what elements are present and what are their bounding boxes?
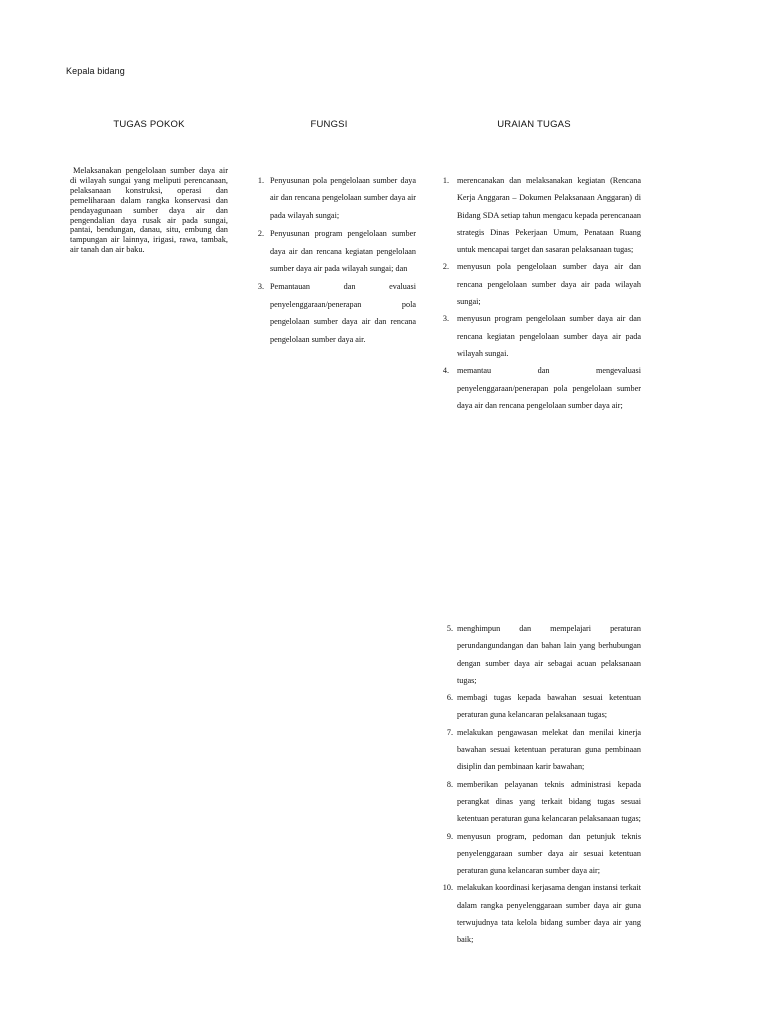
uraian-tugas-list-part-1	[437, 172, 641, 414]
item-text: Penyusunan pola pengelolaan sumber daya air dan rencana pengelolaan sumber daya air pada wilayah sungai;	[270, 176, 416, 220]
item-number: 6.	[446, 693, 453, 703]
list-item	[437, 724, 641, 776]
item-text: menghimpun dan mempelajari peraturan perundangundangan dan bahan lain yang berhubungan dengan sumber daya air sebagai acuan pelaksanaan tugas;	[457, 624, 641, 685]
list-item	[437, 258, 641, 310]
item-number: 5.	[446, 624, 453, 633]
item-text: menyusun program pengelolaan sumber daya air dan rencana kegiatan pengelolaan sumber daya air pada wilayah sungai.	[457, 314, 641, 358]
item-text: memberikan pelayanan teknis administrasi kepada perangkat dinas yang terkait bidang tugas sesuai ketentuan peraturan guna kelancaran pelaksanaan tugas;	[457, 779, 641, 824]
item-text: Pemantauan dan evaluasi penyelenggaraan/penerapan pola pengelolaan sumber daya air dan rencana pengelolaan sumber daya air.	[270, 282, 416, 344]
list-item	[437, 776, 641, 828]
fungsi-list	[252, 172, 416, 349]
column-heading-fungsi: FUNGSI	[310, 119, 348, 130]
item-text: menyusun pola pengelolaan sumber daya air dan rencana pengelolaan sumber daya air pada wilayah sungai;	[457, 262, 641, 307]
tugas-pokok-text: Melaksanakan pengelolaan sumber daya air di wilayah sungai yang meliputi perencanaan, pelaksanaan konstruksi, operasi dan pemeliharaan dalam rangka konservasi dan pendayagunaan sumber daya air dan pengendalian daya rusak air pada sungai, pantai, bendungan, danau, situ, embung dan tampungan air lainnya, irigasi, rawa, tambak, air tanah dan air baku.	[70, 166, 228, 255]
list-item	[437, 620, 641, 689]
list-item	[437, 828, 641, 880]
item-number: 7.	[446, 727, 453, 737]
item-number: 2.	[257, 229, 264, 239]
list-item	[437, 310, 641, 362]
list-item	[252, 172, 416, 224]
item-number: 3.	[442, 314, 449, 324]
item-number: 8.	[446, 779, 453, 789]
item-text: menyusun program, pedoman dan petunjuk teknis penyelenggaraan sumber daya air sesuai ketentuan peraturan guna kelancaran sumber daya air;	[457, 831, 641, 876]
item-number: 1.	[257, 176, 264, 185]
item-number: 1.	[442, 176, 449, 185]
item-number: 9.	[446, 831, 453, 841]
uraian-tugas-list-part-2	[437, 620, 641, 949]
list-item	[437, 879, 641, 948]
item-number: 2.	[442, 262, 449, 272]
item-text: Penyusunan program pengelolaan sumber daya air dan rencana kegiatan pengelolaan sumber daya air pada wilayah sungai; dan	[270, 229, 416, 274]
list-item	[437, 362, 641, 414]
list-item	[437, 172, 641, 258]
column-heading-tugas-pokok: TUGAS POKOK	[113, 119, 185, 130]
list-item	[437, 689, 641, 724]
item-text: membagi tugas kepada bawahan sesuai ketentuan peraturan guna kelancaran pelaksanaan tugas;	[457, 693, 641, 720]
item-text: melakukan koordinasi kerjasama dengan instansi terkait dalam rangka penyelenggaraan sumber daya air guna terwujudnya tata kelola bidang sumber daya air yang baik;	[457, 883, 641, 945]
list-item	[252, 278, 416, 348]
item-number: 10.	[442, 883, 453, 893]
item-number: 4.	[442, 366, 449, 376]
column-heading-uraian-tugas: URAIAN TUGAS	[497, 119, 571, 130]
item-text: memantau dan mengevaluasi penyelenggaraan/penerapan pola pengelolaan sumber daya air dan rencana pengelolaan sumber daya air;	[457, 366, 641, 410]
page-heading: Kepala bidang	[66, 66, 125, 76]
item-text: melakukan pengawasan melekat dan menilai kinerja bawahan sesuai ketentuan peraturan guna pembinaan disiplin dan pembinaan karir bawahan;	[457, 727, 641, 772]
item-number: 3.	[257, 282, 264, 292]
list-item	[252, 225, 416, 277]
item-text: merencanakan dan melaksanakan kegiatan (Rencana Kerja Anggaran – Dokumen Pelaksanaan Anggaran) di Bidang SDA setiap tahun mengacu kepada perencanaan strategis Dinas Pekerjaan Umum, Penataan Ruang untuk mencapai target dan sasaran pelaksanaan tugas;	[457, 176, 641, 255]
